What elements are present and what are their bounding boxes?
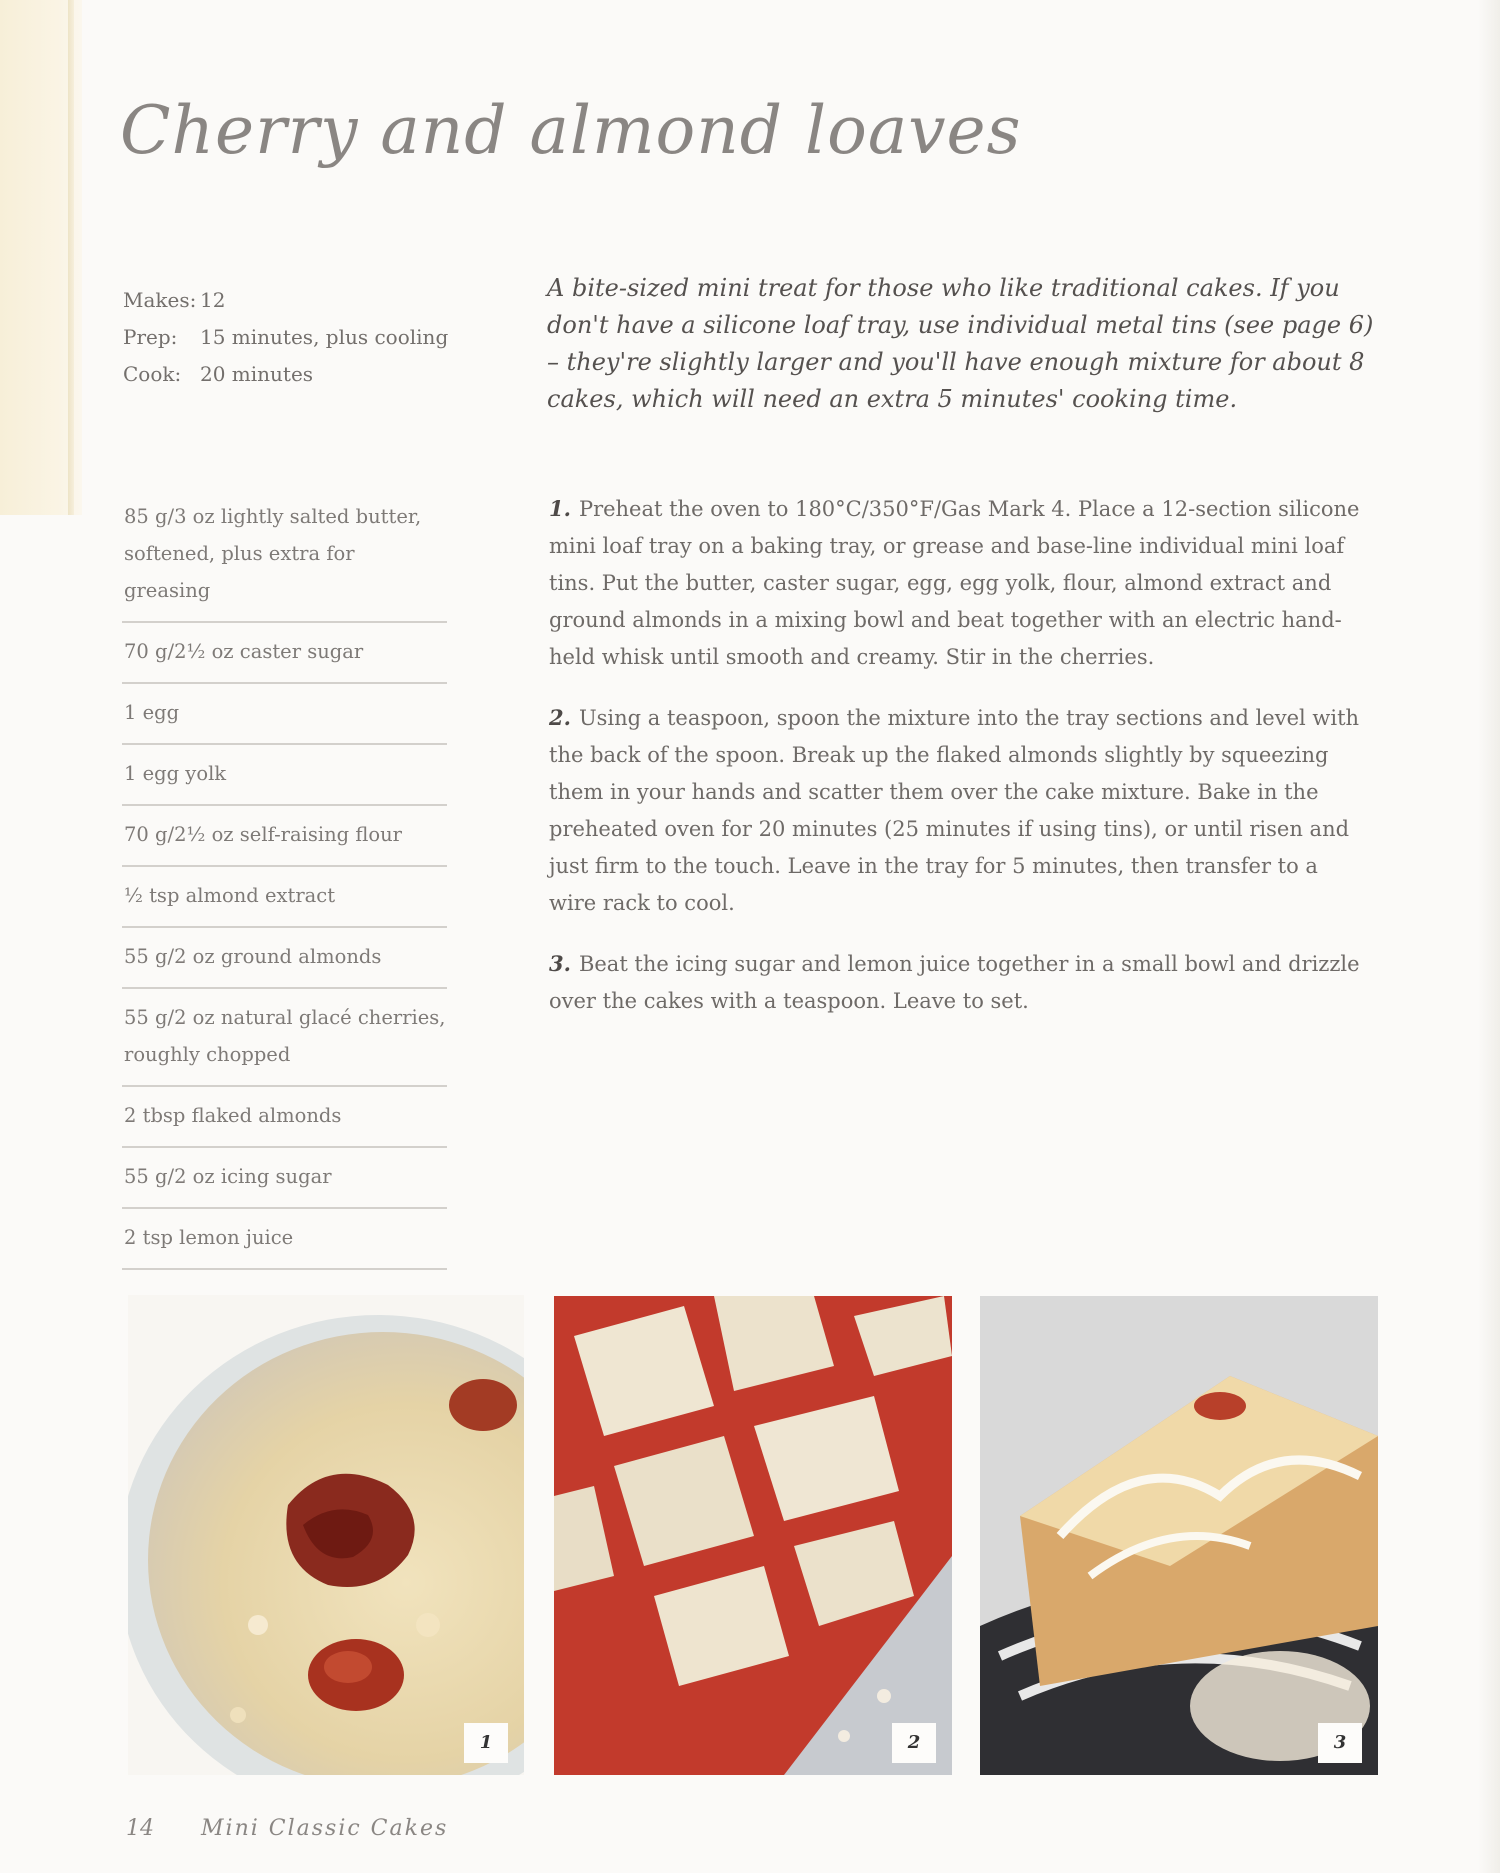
- step-number: 2.: [549, 705, 571, 730]
- meta-makes: [123, 282, 463, 319]
- meta-cook: [123, 356, 463, 393]
- step-text: Preheat the oven to 180°C/350°F/Gas Mark 4. Place a 12-section silicone mini loaf tray on a baking tray, or grease and base-line individual mini loaf tins. Put the butter, caster sugar, egg, egg yolk, flour, almond extract and ground almonds in a mixing bowl and beat together with an electric hand-held whisk until smooth and creamy. Stir in the cherries.: [549, 497, 1360, 669]
- meta-prep: [123, 319, 463, 356]
- ingredient-item: 1 egg: [122, 694, 447, 745]
- step-number: 3.: [549, 951, 571, 976]
- ingredient-item: 2 tbsp flaked almonds: [122, 1097, 447, 1148]
- ingredient-item: 2 tsp lemon juice: [122, 1219, 447, 1270]
- recipe-intro: A bite-sized mini treat for those who like traditional cakes. If you don't have a silicone loaf tray, use individual metal tins (see page 6) – they're slightly larger and you'll have enough mixture for about 8 cakes, which will need an extra 5 minutes' cooking time.: [547, 274, 1374, 413]
- photo-step-2: [554, 1296, 952, 1775]
- ingredient-item: 55 g/2 oz icing sugar: [122, 1158, 447, 1209]
- meta-label: Prep:: [123, 325, 178, 349]
- method-step: [549, 699, 1369, 922]
- step-text: Using a teaspoon, spoon the mixture into the tray sections and level with the back of the spoon. Break up the flaked almonds slightly by squeezing them in your hands and scatter them over the cake mixture. Bake in the preheated oven for 20 minutes (25 minutes if using tins), or until risen and just firm to the touch. Leave in the tray for 5 minutes, then transfer to a wire rack to cool.: [549, 706, 1360, 915]
- spine-edge: [68, 0, 74, 515]
- page-footer: [126, 1816, 448, 1841]
- method-step: [549, 945, 1369, 1020]
- step-text: Beat the icing sugar and lemon juice together in a small bowl and drizzle over the cakes with a teaspoon. Leave to set.: [549, 952, 1360, 1013]
- book-title: Mini Classic Cakes: [201, 1816, 449, 1841]
- page-edge-shadow: [1478, 0, 1500, 1873]
- photo-step-1: [128, 1295, 524, 1775]
- photo-step-3: [980, 1296, 1378, 1775]
- ingredients-list: [122, 498, 447, 1280]
- recipe-meta: [123, 282, 463, 393]
- ingredient-item: 55 g/2 oz natural glacé cherries, roughly chopped: [122, 999, 447, 1087]
- meta-value: 20 minutes: [200, 362, 314, 386]
- method-steps: [549, 490, 1369, 1043]
- ingredient-item: 1 egg yolk: [122, 755, 447, 806]
- page-number: 14: [126, 1816, 154, 1841]
- ingredient-item: 70 g/2½ oz self-raising flour: [122, 816, 447, 867]
- ingredient-item: 70 g/2½ oz caster sugar: [122, 633, 447, 684]
- method-step: [549, 490, 1369, 676]
- step-number: 1.: [549, 496, 571, 521]
- photo-badge: 2: [892, 1723, 936, 1763]
- ingredient-item: 55 g/2 oz ground almonds: [122, 938, 447, 989]
- meta-label: Cook:: [123, 362, 182, 386]
- ingredient-item: ½ tsp almond extract: [122, 877, 447, 928]
- photo-badge: 1: [464, 1723, 508, 1763]
- recipe-title: Cherry and almond loaves: [120, 92, 1022, 169]
- ingredient-item: 85 g/3 oz lightly salted butter, softened, plus extra for greasing: [122, 498, 447, 623]
- meta-value: 12: [200, 288, 226, 312]
- photo-badge: 3: [1318, 1723, 1362, 1763]
- meta-value: 15 minutes, plus cooling: [200, 325, 449, 349]
- meta-label: Makes:: [123, 288, 197, 312]
